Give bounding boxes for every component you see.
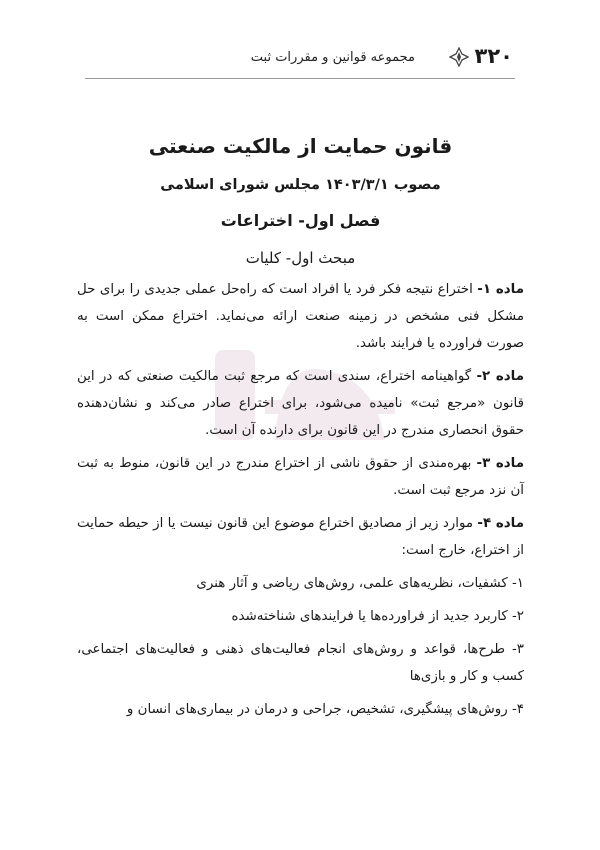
list-item: ۳- طرح‌ها، قواعد و روش‌های انجام فعالیت‌های ذهنی و فعالیت‌های اجتماعی، کسب و کار و بازی‌ها — [77, 642, 524, 684]
list-item: ۲- کاربرد جدید از فراورده‌ها یا فرایندهای شناخته‌شده — [231, 609, 524, 624]
section-heading: مبحث اول- کلیات — [245, 249, 356, 267]
article-text: اختراع نتیجه فکر فرد یا افراد است که راه‌حل عملی جدیدی را برای حل مشکل فنی مشخص در زمینه صنعت ارائه می‌نماید. اختراع ممکن است به صورت فراورده یا فرایند باشد. — [77, 282, 524, 351]
article-label: ماده ۲- — [476, 369, 524, 384]
article-text: گواهینامه اختراع، سندی است که مرجع ثبت مالکیت صنعتی که در این قانون «مرجع ثبت» نامیده می‌شود، برای اختراع صادر می‌کند و نشان‌دهنده حقوق انحصاری مندرج در این قانون برای دارنده آن است. — [77, 369, 524, 438]
diamond-ornament-icon — [449, 47, 469, 67]
running-title: مجموعه قوانین و مقررات ثبت — [250, 50, 415, 65]
article-label: ماده ۱- — [477, 282, 524, 297]
page-number: ۳۲۰ — [474, 44, 513, 68]
article-label: ماده ۳- — [476, 456, 524, 471]
chapter-heading: فصل اول- اختراعات — [220, 211, 381, 230]
article-4 — [77, 510, 524, 564]
list-item: ۱- کشفیات، نظریه‌های علمی، روش‌های ریاضی و آثار هنری — [196, 576, 524, 591]
article-3 — [77, 450, 524, 504]
main-content — [77, 130, 524, 729]
list-item: ۴- روش‌های پیشگیری، تشخیص، جراحی و درمان در بیماری‌های انسان و — [126, 702, 524, 717]
header-divider — [85, 78, 515, 79]
law-title: قانون حمایت از مالکیت صنعتی — [148, 134, 453, 158]
article-2 — [77, 363, 524, 444]
article-text: بهره‌مندی از حقوق ناشی از اختراع مندرج در این قانون، منوط به ثبت آن نزد مرجع ثبت است. — [77, 456, 524, 498]
article-1 — [77, 276, 524, 357]
approval-line: مصوب ۱۴۰۳/۳/۱ مجلس شورای اسلامی — [160, 177, 441, 193]
article-label: ماده ۴- — [477, 516, 525, 531]
page-header — [85, 44, 515, 80]
article-text: موارد زیر از مصادیق اختراع موضوع این قانون نیست یا از حیطه حمایت از اختراع، خارج است: — [77, 516, 524, 558]
